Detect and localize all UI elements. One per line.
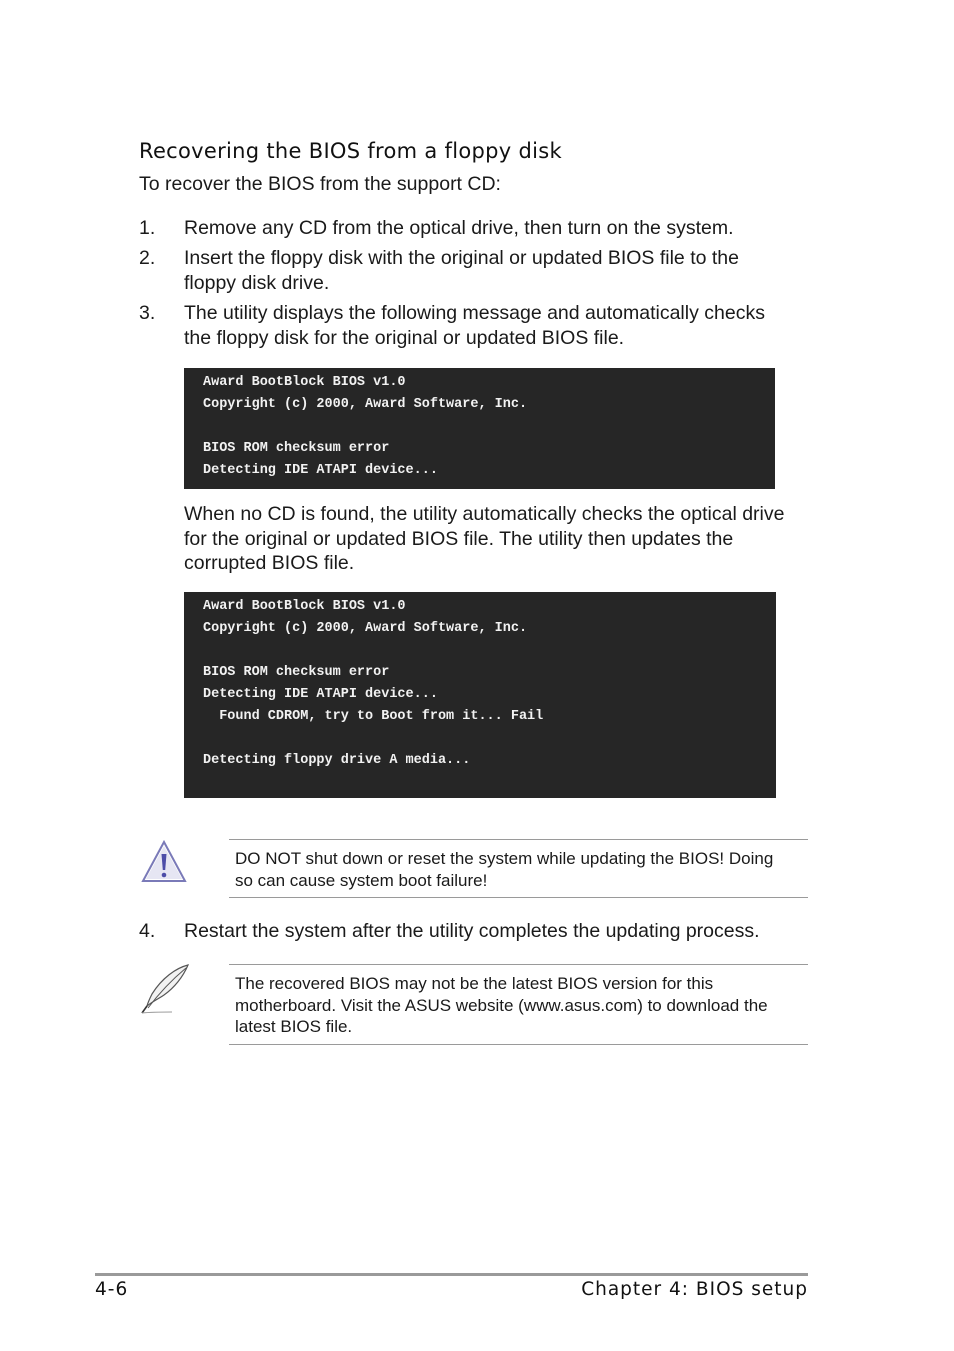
note-line: motherboard. Visit the ASUS website (www.asus.com) to download the <box>235 995 768 1015</box>
terminal-line <box>203 728 776 750</box>
step-number: 3. <box>139 302 156 324</box>
terminal-line: Found CDROM, try to Boot from it... Fail <box>203 709 544 724</box>
warning-box <box>229 839 808 898</box>
step-text <box>184 919 804 944</box>
paragraph-line: When no CD is found, the utility automatically checks the optical drive <box>184 503 785 525</box>
warning-line: so can cause system boot failure! <box>235 870 488 890</box>
paragraph-line: for the original or updated BIOS file. The utility then updates the <box>184 527 734 550</box>
step-text <box>184 301 804 350</box>
terminal-line <box>203 416 775 438</box>
step-text <box>184 246 804 295</box>
step-number: 1. <box>139 217 156 239</box>
terminal-line: Copyright (c) 2000, Award Software, Inc. <box>203 621 528 636</box>
note-text <box>235 973 768 1038</box>
note-box <box>229 964 808 1045</box>
terminal-line: Award BootBlock BIOS v1.0 <box>203 375 406 390</box>
page-number: 4-6 <box>95 1279 129 1300</box>
terminal-output-1 <box>184 368 775 489</box>
terminal-line: Detecting IDE ATAPI device... <box>203 687 438 702</box>
step-number: 2. <box>139 247 156 269</box>
footer-rule <box>95 1273 808 1276</box>
step-line: floppy disk drive. <box>184 271 330 294</box>
note-line: latest BIOS file. <box>235 1017 353 1036</box>
chapter-title: Chapter 4: BIOS setup <box>581 1279 808 1300</box>
step-text <box>184 216 804 241</box>
step-line: Remove any CD from the optical drive, then turn on the system. <box>184 217 734 239</box>
terminal-output-2 <box>184 592 776 798</box>
explanation-paragraph <box>184 502 804 576</box>
feather-pen-icon <box>138 962 193 1016</box>
step-line: the floppy disk for the original or updated BIOS file. <box>184 326 625 349</box>
warning-text <box>235 848 773 891</box>
warning-triangle-icon <box>140 838 188 886</box>
intro-text: To recover the BIOS from the support CD: <box>139 173 501 195</box>
warning-line: DO NOT shut down or reset the system while updating the BIOS! Doing <box>235 849 774 868</box>
section-title: Recovering the BIOS from a floppy disk <box>139 139 562 163</box>
terminal-line: Award BootBlock BIOS v1.0 <box>203 599 406 614</box>
terminal-line: Detecting floppy drive A media... <box>203 753 471 768</box>
paragraph-line: corrupted BIOS file. <box>184 552 355 574</box>
note-line: The recovered BIOS may not be the latest BIOS version for this <box>235 974 714 993</box>
terminal-line: Copyright (c) 2000, Award Software, Inc. <box>203 397 528 412</box>
terminal-line: Detecting IDE ATAPI device... <box>203 463 438 478</box>
terminal-line <box>203 640 776 662</box>
step-line: Insert the floppy disk with the original or updated BIOS file to the <box>184 247 739 269</box>
step-line: Restart the system after the utility completes the updating process. <box>184 920 760 942</box>
terminal-line: BIOS ROM checksum error <box>203 665 390 680</box>
step-number: 4. <box>139 920 156 942</box>
step-line: The utility displays the following message and automatically checks <box>184 302 765 324</box>
terminal-line: BIOS ROM checksum error <box>203 441 390 456</box>
